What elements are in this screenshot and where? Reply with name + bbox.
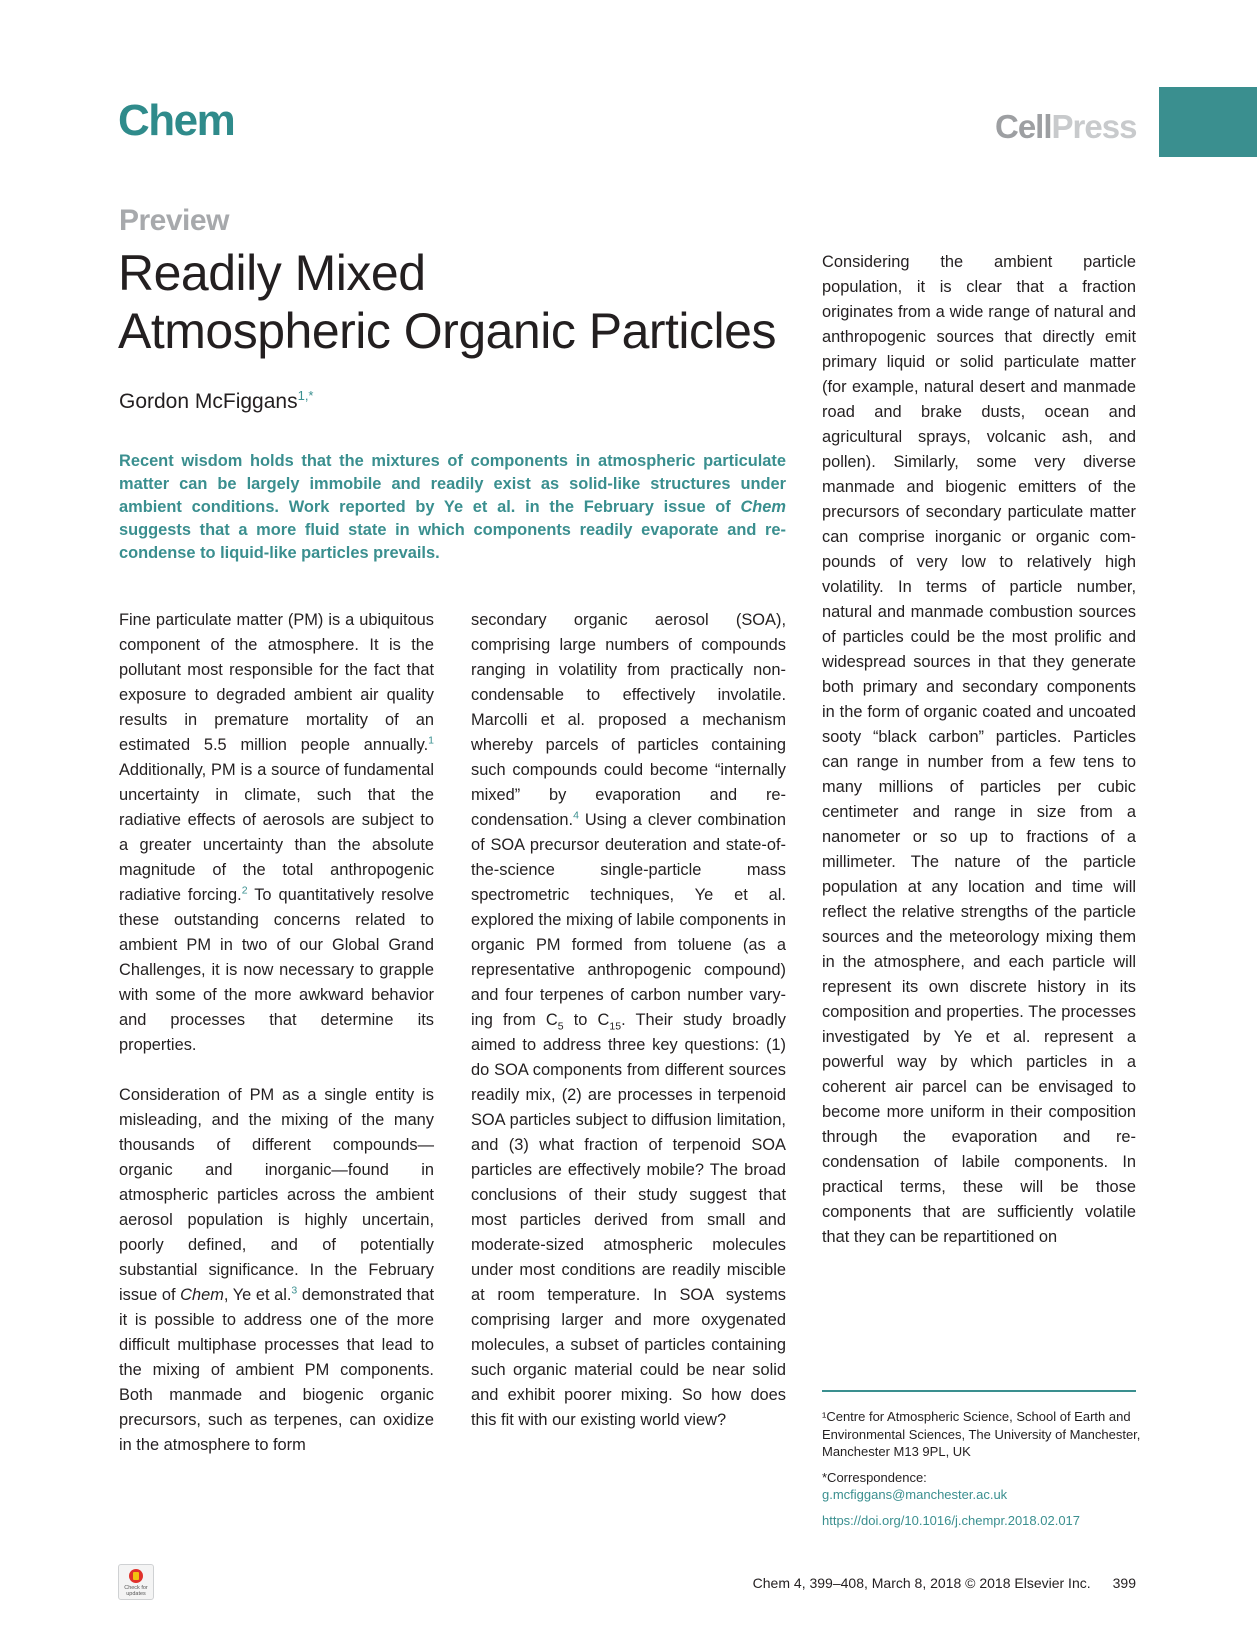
- paragraph-3-text-b: Using a clever combination of SOA precursor deuteration and state-of-the-science single-particle mass spectrometric techniques, Ye et al. explored the mixing of labile components in organic PM formed from toluene (as a representative anthropogenic compound) and four terpenes of carbon number varying from C: [471, 811, 786, 1029]
- section-color-tab: [1159, 87, 1257, 157]
- publisher-logo-press: Press: [1051, 108, 1137, 145]
- footnotes: [822, 1408, 1142, 1529]
- correspondence-email-link[interactable]: g.mcfiggans@manchester.ac.uk: [822, 1487, 1008, 1502]
- author-name: Gordon McFiggans: [119, 390, 298, 413]
- citation-journal: Chem: [752, 1575, 791, 1591]
- subscript-c5: 5: [557, 1020, 564, 1033]
- paragraph-3: [471, 608, 786, 1433]
- reference-link-2[interactable]: 2: [241, 884, 248, 897]
- publisher-logo: [995, 108, 1136, 146]
- paragraph-3-text-to: to C: [563, 1011, 610, 1029]
- correspondence-label: *Correspondence:: [822, 1469, 927, 1485]
- article-type: Preview: [119, 204, 229, 237]
- body-column-2: [471, 608, 786, 1433]
- author-line: [119, 388, 314, 414]
- author-affiliation-marks[interactable]: 1,*: [297, 388, 314, 403]
- article-title: [118, 244, 798, 360]
- paragraph-2-journal-name: Chem: [180, 1286, 224, 1304]
- paragraph-1: [119, 608, 434, 1058]
- citation-details: 4, 399–408, March 8, 2018 © 2018 Elsevier Inc.: [790, 1575, 1091, 1591]
- affiliation-note: ¹Centre for Atmospheric Science, School of Earth and Environmental Sciences, The University of Manchester, Manchester M13 9PL, UK: [822, 1409, 1141, 1459]
- reference-link-3[interactable]: 3: [291, 1284, 298, 1297]
- check-for-updates-icon: [129, 1569, 143, 1583]
- publisher-logo-cell: Cell: [995, 108, 1052, 145]
- doi-link[interactable]: https://doi.org/10.1016/j.chempr.2018.02.017: [822, 1512, 1081, 1528]
- paragraph-2: [119, 1083, 434, 1458]
- reference-link-4[interactable]: 4: [573, 809, 579, 822]
- title-line-1: Readily Mixed: [118, 245, 426, 301]
- check-for-updates-label: Check for updates: [124, 1585, 148, 1597]
- paragraph-3-text-a: secondary organic aerosol (SOA), comprising large numbers of compounds ranging in volatility from practically non-condensable to effectively involatile. Marcolli et al. proposed a mechanism whereby parcels of particles containing such compounds could become “internally mixed” by evaporation and re-condensation.: [471, 611, 786, 829]
- paragraph-3-text-c: . Their study broadly aimed to address three key questions: (1) do SOA components from different sources readily mix, (2) are processes in terpenoid SOA particles subject to diffusion limitation, and (3) what fraction of terpenoid SOA particles are effectively mobile? The broad conclusions of their study suggest that most particles derived from small and moderate-sized atmospheric molecules under most conditions are readily miscible at room temperature. In SOA systems comprising larger and more oxygenated molecules, a subset of particles containing such organic material could be near solid and exhibit poorer mixing. So how does this fit with our existing world view?: [471, 1011, 787, 1429]
- paragraph-4: Considering the ambient particle population, it is clear that a fraction originates from a wide range of natural and anthropogenic sources that directly emit primary liquid or solid particulate matter (for example, natural desert and manmade road and brake dusts, ocean and agricultural sprays, volcanic ash, and pollen). Similarly, some very diverse manmade and biogenic emitters of the precursors of secondary particulate matter can comprise inorganic or organic compounds of very low to relatively high volatility. In terms of particle number, natural and manmade combustion sources of particles could be the most prolific and widespread sources in that they generate both primary and secondary components in the form of organic coated and uncoated sooty “black carbon” particles. Particles can range in number from a few tens to many millions of particles per cubic centimeter and range in size from a nanometer or so up to fractions of a millimeter. The nature of the particle population at any location and time will reflect the relative strengths of the particle sources and the meteorology mixing them in the atmosphere, and each particle will represent its own discrete history in its composition and properties. The processes investigated by Ye et al. represent a powerful way by which particles in a coherent air parcel can be envisaged to become more uniform in their composition through the evaporation and re-condensation of labile components. In practical terms, these will be those components that are sufficiently volatile that they can be repartitioned on: [822, 253, 1136, 1246]
- abstract: [119, 450, 786, 565]
- page-citation: [753, 1575, 1136, 1591]
- abstract-text-1: Recent wisdom holds that the mixtures of components in atmospheric particulate matter can be largely immobile and readily exist as solid-like structures under ambient conditions. Work reported by Ye et al. in the February issue of: [119, 452, 786, 516]
- paragraph-1-text-a: Fine particulate matter (PM) is a ubiquitous component of the atmosphere. It is the pollutant most responsible for the fact that exposure to degraded ambient air quality results in premature mortality of an estimated 5.5 million people annually.: [119, 611, 434, 754]
- body-column-3: [822, 250, 1136, 1250]
- footnote-divider: [822, 1390, 1136, 1392]
- body-column-1: [119, 608, 434, 1458]
- title-line-2: Atmospheric Organic Particles: [118, 303, 776, 359]
- abstract-text-2: suggests that a more fluid state in which components readily evaporate and re-condense to liquid-like particles prevails.: [119, 521, 786, 562]
- abstract-journal-name: Chem: [740, 498, 786, 516]
- journal-logo: Chem: [118, 96, 235, 145]
- paragraph-2-text-a: Consideration of PM as a single entity is misleading, and the mixing of the many thousands of different compounds—organic and inorganic—found in atmospheric particles across the ambient aerosol population is highly uncertain, poorly defined, and of potentially substantial significance. In the February issue of: [119, 1086, 434, 1304]
- paragraph-1-text-b: Additionally, PM is a source of fundamental uncertainty in climate, such that the radiative effects of aerosols are subject to a greater uncertainty than the absolute magnitude of the total anthropogenic radiative forcing.: [119, 761, 434, 904]
- reference-link-1[interactable]: 1: [428, 734, 434, 747]
- page-number: 399: [1112, 1575, 1136, 1591]
- subscript-c15: 15: [609, 1020, 622, 1033]
- paragraph-1-text-c: To quantitatively resolve these outstanding concerns related to ambient PM in two of our Global Grand Challenges, it is now necessary to grapple with some of the more awkward behavior and processes that determine its properties.: [119, 886, 434, 1054]
- paragraph-2-text-c: demonstrated that it is possible to address one of the more difficult multiphase processes that lead to the mixing of ambient PM components. Both manmade and biogenic organic precursors, such as terpenes, can oxidize in the atmosphere to form: [119, 1286, 435, 1454]
- paragraph-2-text-b: , Ye et al.: [223, 1286, 292, 1304]
- check-for-updates-badge[interactable]: [118, 1564, 154, 1600]
